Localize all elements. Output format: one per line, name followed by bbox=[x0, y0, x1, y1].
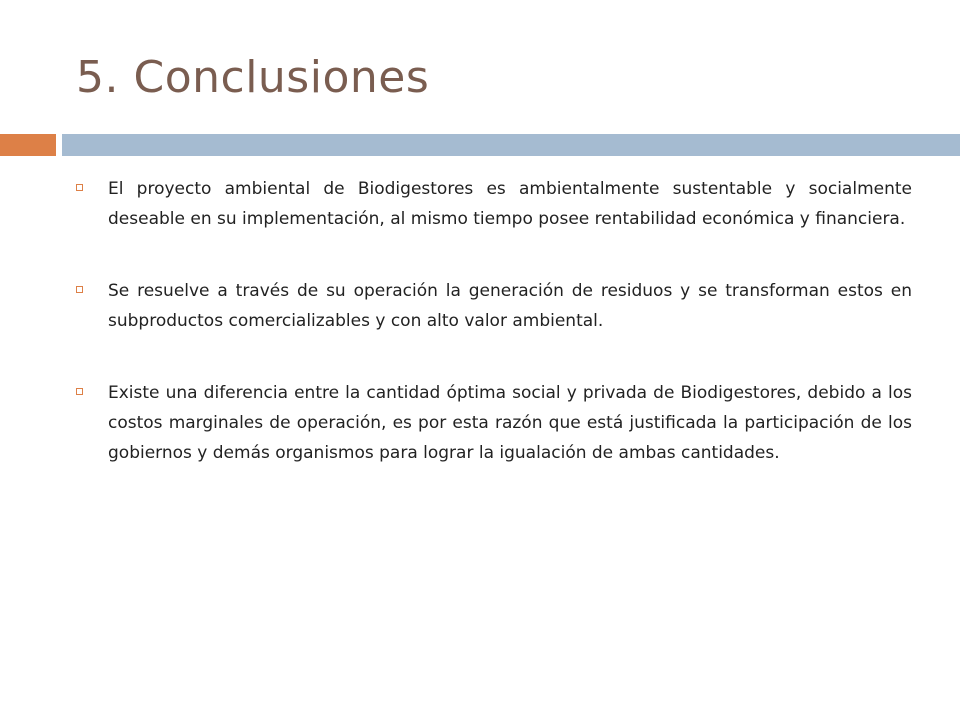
title-divider-bar bbox=[62, 134, 960, 156]
hollow-square-bullet-icon bbox=[76, 184, 83, 191]
bullet-text: El proyecto ambiental de Biodigestores es ambientalmente sustentable y socialmente deseable en su implementación, al mismo tiempo posee rentabilidad económica y financiera. bbox=[108, 179, 912, 229]
slide-title: 5. Conclusiones bbox=[76, 52, 430, 103]
hollow-square-bullet-icon bbox=[76, 286, 83, 293]
bullet-item bbox=[76, 378, 912, 468]
hollow-square-bullet-icon bbox=[76, 388, 83, 395]
bullet-list bbox=[76, 174, 912, 510]
bullet-text: Se resuelve a través de su operación la generación de residuos y se transforman estos en subproductos comercializables y con alto valor ambiental. bbox=[108, 281, 912, 331]
bullet-item bbox=[76, 276, 912, 336]
bullet-item bbox=[76, 174, 912, 234]
bullet-text: Existe una diferencia entre la cantidad óptima social y privada de Biodigestores, debido a los costos marginales de operación, es por esta razón que está justificada la participación de los gobiernos y demás organismos para lograr la igualación de ambas cantidades. bbox=[108, 383, 912, 463]
title-accent-bar bbox=[0, 134, 56, 156]
